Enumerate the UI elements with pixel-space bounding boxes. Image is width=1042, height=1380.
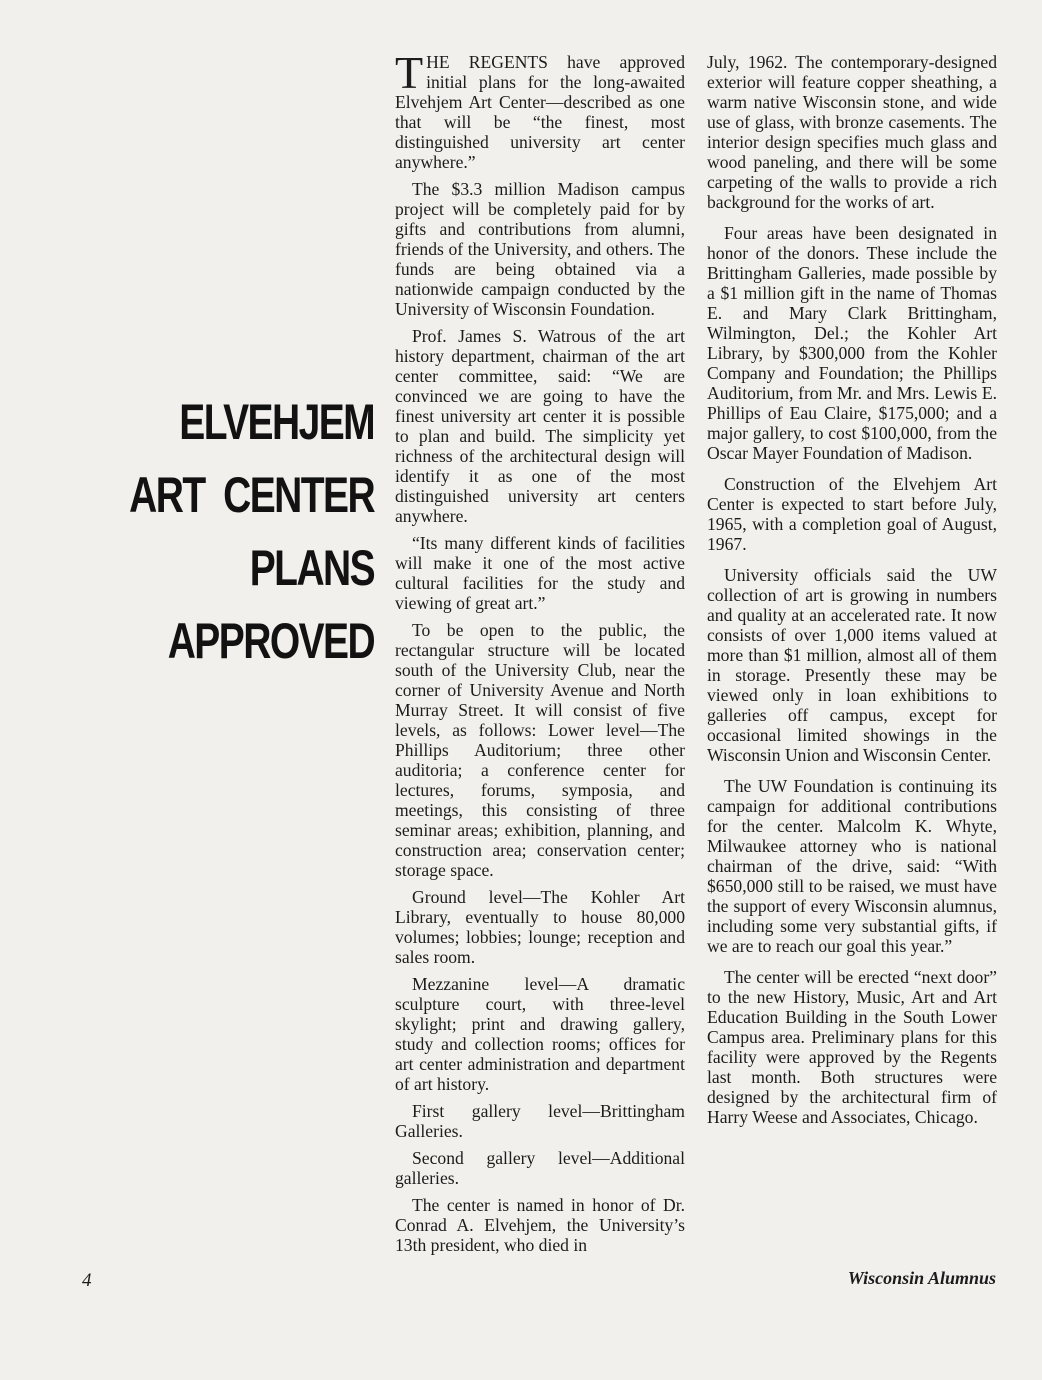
article-paragraph: July, 1962. The contemporary-designed exterior will feature copper sheathing, a warm native Wisconsin stone, and wide use of glass, with bronze casements. The interior design specifies much glass and wood paneling, and there will be some carpeting of the walls to provide a rich background for the works of art. xyxy=(707,52,997,212)
article-paragraph: First gallery level—Brittingham Galleries. xyxy=(395,1101,685,1141)
article-paragraph: Construction of the Elvehjem Art Center is expected to start before July, 1965, with a completion goal of August, 1967. xyxy=(707,474,997,554)
article-paragraph: Prof. James S. Watrous of the art history department, chairman of the art center committee, said: “We are convinced we are going to have the finest university art center it is possible to plan and build. The simplicity yet richness of the architectural design will identify it as one of the most distinguished university art centers anywhere. xyxy=(395,326,685,526)
page-number: 4 xyxy=(82,1270,92,1291)
article-headline xyxy=(129,386,374,678)
article-paragraph: Second gallery level—Additional galleries. xyxy=(395,1148,685,1188)
article-paragraph: The center is named in honor of Dr. Conrad A. Elvehjem, the University’s 13th president, who died in xyxy=(395,1195,685,1255)
headline-line: ELVEHJEM xyxy=(179,394,374,450)
article-column-1 xyxy=(395,47,685,1262)
publication-name: Wisconsin Alumnus xyxy=(847,1268,996,1288)
drop-cap: T xyxy=(395,47,424,98)
article-paragraph: To be open to the public, the rectangular structure will be located south of the University Club, near the corner of University Avenue and North Murray Street. It will consist of five levels, as follows: Lower level—The Phillips Auditorium; three other auditoria; a conference center for lectures, forums, symposia, and meetings, this consisting of three seminar areas; exhibition, planning, and construction area; conservation center; storage space. xyxy=(395,620,685,880)
article-paragraph: The UW Foundation is continuing its campaign for additional contributions for the center. Malcolm K. Whyte, Milwaukee attorney who is national chairman of the drive, said: “With $650,000 still to be raised, we must have the support of every Wisconsin alumnus, including some very substantial gifts, if we are to reach our goal this year.” xyxy=(707,776,997,956)
headline-line: APPROVED xyxy=(167,613,374,669)
article-paragraph: “Its many different kinds of facilities will make it one of the most active cultural facilities for the study and viewing of great art.” xyxy=(395,533,685,613)
article-column-2 xyxy=(707,52,997,1134)
article-paragraph: Four areas have been designated in honor of the donors. These include the Brittingham Galleries, made possible by a $1 million gift in the name of Thomas E. and Mary Clark Brittingham, Wilmington, Del.; the Kohler Art Library, by $300,000 from the Kohler Company and Foundation; the Phillips Auditorium, from Mr. and Mrs. Lewis E. Phillips of Eau Claire, $175,000; and a major gallery, to cost $100,000, from the Oscar Mayer Foundation of Madison. xyxy=(707,223,997,463)
article-paragraph: The center will be erected “next door” to the new History, Music, Art and Art Education Building in the South Lower Campus area. Preliminary plans for this facility were approved by the Regents last month. Both structures were designed by the architectural firm of Harry Weese and Associates, Chicago. xyxy=(707,967,997,1127)
article-paragraph: Ground level—The Kohler Art Library, eventually to house 80,000 volumes; lobbies; lounge; reception and sales room. xyxy=(395,887,685,967)
article-paragraph: Mezzanine level—A dramatic sculpture court, with three-level skylight; print and drawing gallery, study and collection rooms; offices for art center administration and department of art history. xyxy=(395,974,685,1094)
headline-line: ART CENTER xyxy=(128,467,374,523)
article-paragraph: The $3.3 million Madison campus project will be completely paid for by gifts and contributions from alumni, friends of the University, and others. The funds are being obtained via a nationwide campaign conducted by the University of Wisconsin Foundation. xyxy=(395,179,685,319)
paragraph-text: HE REGENTS have approved initial plans for the long-awaited Elvehjem Art Center—described as one that will be “the finest, most distinguished university art center anywhere.” xyxy=(395,52,685,172)
article-paragraph: University officials said the UW collection of art is growing in numbers and quality at an accelerated rate. It now consists of over 1,000 items valued at more than $1 million, almost all of them in storage. Presently these may be viewed only in loan exhibitions to galleries off campus, except for occasional limited showings in the Wisconsin Union and Wisconsin Center. xyxy=(707,565,997,765)
headline-line: PLANS xyxy=(249,540,374,596)
article-paragraph xyxy=(395,47,685,172)
